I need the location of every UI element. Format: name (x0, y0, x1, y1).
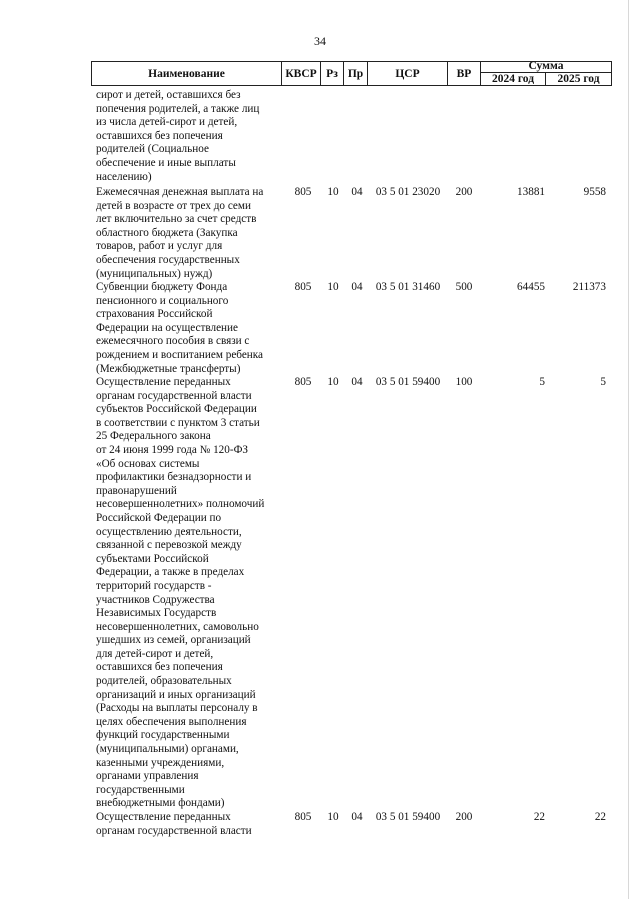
row-csr: 03 5 01 23020 (375, 186, 441, 198)
row-pr: 04 (351, 376, 363, 388)
row-sum-2025: 22 (594, 811, 606, 823)
header-rz: Рз (326, 68, 338, 80)
row-name: Субвенции бюджету Фонда пенсионного и социального страхования Российской Федерации на осуществление ежемесячного пособия в связи с рождением и воспитанием ребенка (Межбюджетные трансферты) (96, 281, 264, 375)
row-pr: 04 (351, 186, 363, 198)
row-name: Ежемесячная денежная выплата на детей в возрасте от трех до семи лет включительно за счет средств областного бюджета (Закупка товаров, работ и услуг для обеспечения государственных (муниципальных) нужд) (96, 186, 264, 280)
header-csr: ЦСР (395, 68, 420, 80)
row-pr: 04 (351, 281, 363, 293)
row-csr: 03 5 01 31460 (375, 281, 441, 293)
header-pr: Пр (347, 68, 364, 80)
row-kvsr: 805 (294, 186, 312, 198)
row-sum-2024: 5 (539, 376, 545, 388)
row-rz: 10 (327, 811, 339, 823)
row-sum-2024: 22 (533, 811, 545, 823)
scan-edge (628, 0, 629, 899)
header-vr: ВР (456, 68, 472, 80)
row-vr: 100 (455, 376, 473, 388)
row-rz: 10 (327, 186, 339, 198)
row-kvsr: 805 (294, 811, 312, 823)
header-year-2025: 2025 год (557, 73, 600, 85)
row-vr: 200 (455, 811, 473, 823)
row-name: Осуществление переданных органам государственной власти (96, 811, 252, 837)
table-header (91, 61, 612, 86)
row-sum-2024: 64455 (517, 281, 545, 293)
page-number: 34 (314, 34, 326, 48)
row-kvsr: 805 (294, 281, 312, 293)
row-rz: 10 (327, 376, 339, 388)
row-csr: 03 5 01 59400 (375, 811, 441, 823)
row-vr: 200 (455, 186, 473, 198)
row-rz: 10 (327, 281, 339, 293)
header-border-right (611, 61, 612, 86)
row-sum-2024: 13881 (517, 186, 545, 198)
row-sum-2025: 211373 (572, 281, 606, 293)
header-name: Наименование (148, 68, 225, 80)
header-year-2024: 2024 год (491, 73, 535, 85)
header-sum: Сумма (528, 60, 564, 72)
row-kvsr: 805 (294, 376, 312, 388)
row-vr: 500 (455, 281, 473, 293)
row-pr: 04 (351, 811, 363, 823)
row-name: Осуществление переданных органам государственной власти субъектов Российской Федерации в соответствии с пунктом 3 статьи 25 Федерального закона от 24 июня 1999 года № 120-ФЗ «Об основах системы профилактики безнадзорности и правонарушений несовершеннолетних» полномочий Российской Федерации по осуществлению деятельности, связанной с перевозкой между субъектами Российской Федерации, а также в пределах территорий государств - участников Содружества Независимых Государств несовершеннолетних, самовольно ушедших из семей, организаций для детей-сирот и детей, оставшихся без попечения родителей, образовательных организаций и иных организаций (Расходы на выплаты персоналу в целях обеспечения выполнения функций государственными (муниципальными) органами, казенными учреждениями, органами управления государственными внебюджетными фондами) (96, 376, 265, 810)
row-sum-2025: 9558 (583, 186, 606, 198)
header-kvsr: КВСР (285, 68, 317, 80)
row-sum-2025: 5 (600, 376, 606, 388)
row-name: сирот и детей, оставшихся без попечения родителей, а также лиц из числа детей-сирот и детей, оставшихся без попечения родителей (Социальное обеспечение и иные выплаты населению) (96, 89, 260, 183)
row-csr: 03 5 01 59400 (375, 376, 441, 388)
